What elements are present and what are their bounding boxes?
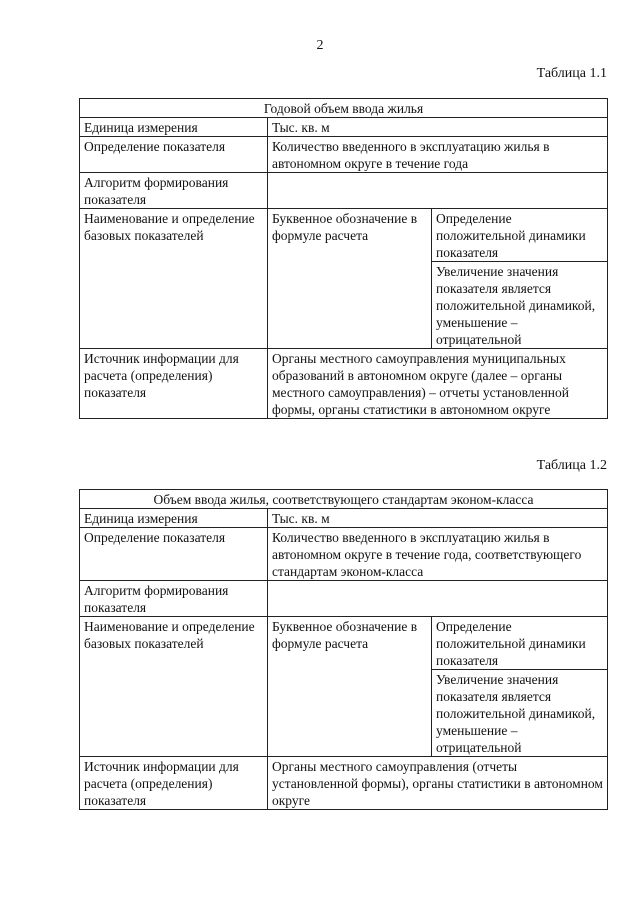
definition-value: Количество введенного в эксплуатацию жилья в автономном округе в течение года, соответствующего стандартам эконом-класса bbox=[268, 528, 608, 581]
table-row bbox=[80, 137, 608, 173]
algorithm-label: Алгоритм формирования показателя bbox=[80, 581, 268, 617]
source-value: Органы местного самоуправления муниципальных образований в автономном округе (далее – органы местного самоуправления) – отчеты установленной формы, органы статистики в автономном округе bbox=[268, 349, 608, 419]
table-caption: Таблица 1.2 bbox=[536, 458, 607, 473]
indicator-table bbox=[79, 98, 608, 419]
table-row bbox=[80, 118, 608, 137]
table-row bbox=[80, 528, 608, 581]
table-row bbox=[80, 509, 608, 528]
table-row bbox=[80, 617, 608, 670]
unit-label: Единица измерения bbox=[80, 118, 268, 137]
base-indicators-label: Наименование и определение базовых показателей bbox=[80, 209, 268, 349]
page-number: 2 bbox=[316, 38, 324, 53]
table-title-row bbox=[80, 490, 608, 509]
letter-designation-label: Буквенное обозначение в формуле расчета bbox=[268, 617, 432, 757]
algorithm-value bbox=[268, 581, 608, 617]
source-value: Органы местного самоуправления (отчеты установленной формы), органы статистики в автономном округе bbox=[268, 757, 608, 810]
table-row bbox=[80, 581, 608, 617]
unit-value: Тыс. кв. м bbox=[268, 118, 608, 137]
table-row bbox=[80, 757, 608, 810]
definition-label: Определение показателя bbox=[80, 528, 268, 581]
letter-designation-label: Буквенное обозначение в формуле расчета bbox=[268, 209, 432, 349]
table-title: Объем ввода жилья, соответствующего стандартам эконом-класса bbox=[80, 490, 608, 509]
table-row bbox=[80, 209, 608, 262]
positive-dynamics-label: Определение положительной динамики показателя bbox=[432, 617, 608, 670]
positive-dynamics-label: Определение положительной динамики показателя bbox=[432, 209, 608, 262]
source-label: Источник информации для расчета (определения) показателя bbox=[80, 349, 268, 419]
indicator-table bbox=[79, 489, 608, 810]
algorithm-label: Алгоритм формирования показателя bbox=[80, 173, 268, 209]
definition-label: Определение показателя bbox=[80, 137, 268, 173]
table-row bbox=[80, 349, 608, 419]
positive-dynamics-value: Увеличение значения показателя является положительной динамикой, уменьшение – отрицательной bbox=[432, 670, 608, 757]
source-label: Источник информации для расчета (определения) показателя bbox=[80, 757, 268, 810]
table-title-row bbox=[80, 99, 608, 118]
table-caption: Таблица 1.1 bbox=[536, 66, 607, 81]
unit-value: Тыс. кв. м bbox=[268, 509, 608, 528]
table-title: Годовой объем ввода жилья bbox=[80, 99, 608, 118]
definition-value: Количество введенного в эксплуатацию жилья в автономном округе в течение года bbox=[268, 137, 608, 173]
base-indicators-label: Наименование и определение базовых показателей bbox=[80, 617, 268, 757]
unit-label: Единица измерения bbox=[80, 509, 268, 528]
positive-dynamics-value: Увеличение значения показателя является положительной динамикой, уменьшение – отрицательной bbox=[432, 262, 608, 349]
algorithm-value bbox=[268, 173, 608, 209]
table-row bbox=[80, 173, 608, 209]
